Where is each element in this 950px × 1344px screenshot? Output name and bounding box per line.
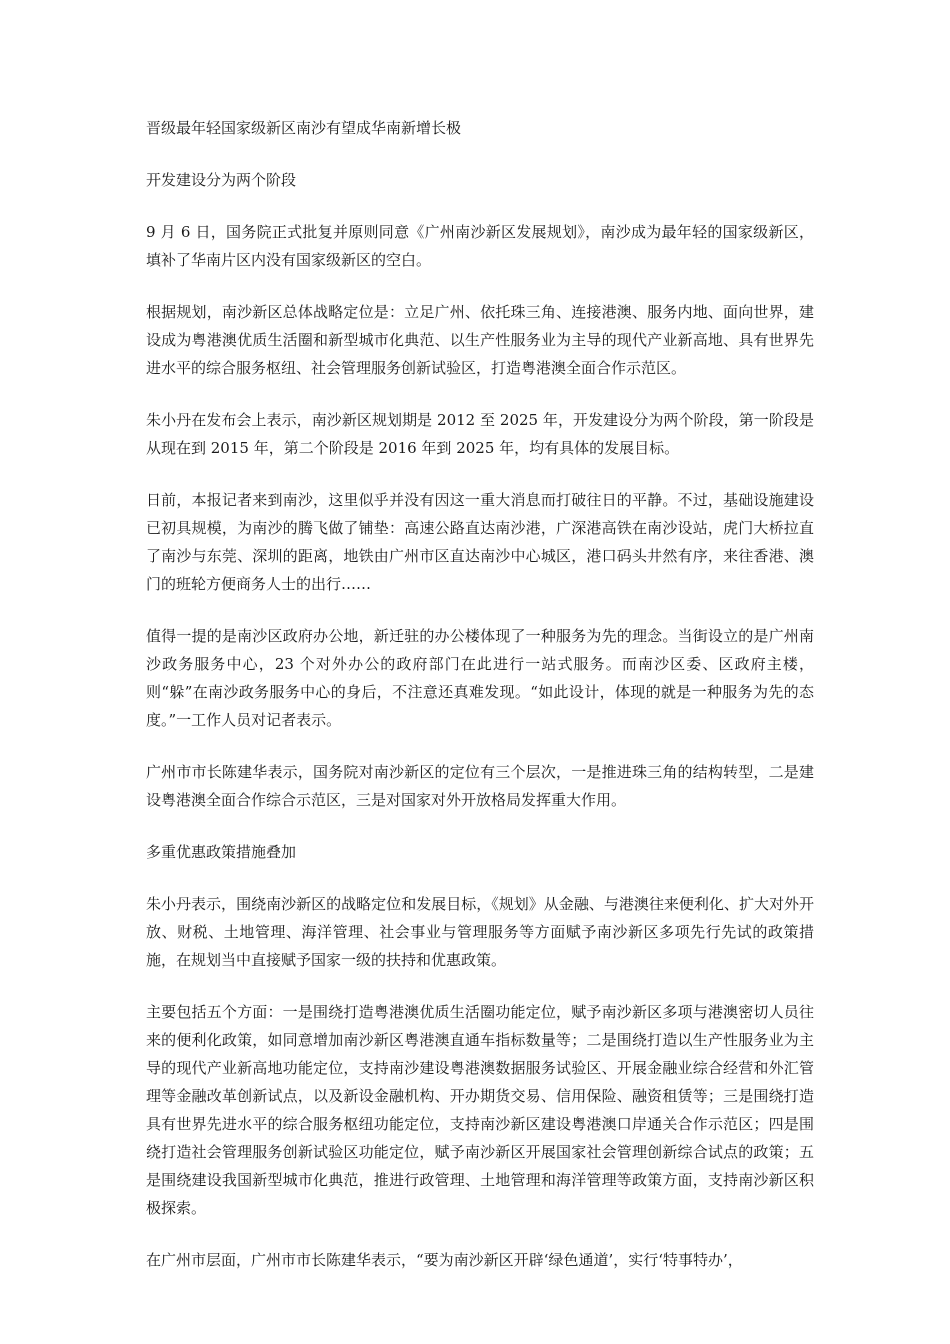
paragraph-government-office: 值得一提的是南沙区政府办公地，新迁驻的办公楼体现了一种服务为先的理念。当街设立的是广州南沙政务服务中心，23 个对外办公的政府部门在此进行一站式服务。而南沙区委、区政府主楼，则“躲”在南沙政务服务中心的身后，不注意还真难发现。“如此设计，体现的就是一种服务为先的态度。”一工作人员对记者表示。 bbox=[146, 627, 814, 729]
section-heading-preferential-policies: 多重优惠政策措施叠加 bbox=[146, 843, 297, 861]
paragraph-mayor-positioning: 广州市市长陈建华表示，国务院对南沙新区的定位有三个层次，一是推进珠三角的结构转型，二是建设粤港澳全面合作综合示范区，三是对国家对外开放格局发挥重大作用。 bbox=[146, 763, 814, 809]
paragraph-planning-period: 朱小丹在发布会上表示，南沙新区规划期是 2012 至 2025 年，开发建设分为两个阶段，第一阶段是从现在到 2015 年，第二个阶段是 2016 年到 2025 年，均有具体的发展目标。 bbox=[146, 411, 814, 457]
document-title: 晋级最年轻国家级新区南沙有望成华南新增长极 bbox=[146, 119, 462, 137]
paragraph-policy-measures: 朱小丹表示，围绕南沙新区的战略定位和发展目标，《规划》从金融、与港澳往来便利化、扩大对外开放、财税、土地管理、海洋管理、社会事业与管理服务等方面赋予南沙新区多项先行先试的政策措施，在规划当中直接赋予国家一级的扶持和优惠政策。 bbox=[146, 895, 814, 969]
paragraph-approval: 9 月 6 日，国务院正式批复并原则同意《广州南沙新区发展规划》，南沙成为最年轻的国家级新区，填补了华南片区内没有国家级新区的空白。 bbox=[146, 223, 814, 269]
document-page bbox=[146, 114, 814, 1298]
paragraph-five-aspects: 主要包括五个方面：一是围绕打造粤港澳优质生活圈功能定位，赋予南沙新区多项与港澳密切人员往来的便利化政策，如同意增加南沙新区粤港澳直通车指标数量等；二是围绕打造以生产性服务业为主导的现代产业新高地功能定位，支持南沙建设粤港澳数据服务试验区、开展金融业综合经营和外汇管理等金融改革创新试点，以及新设金融机构、开办期货交易、信用保险、融资租赁等；三是围绕打造具有世界先进水平的综合服务枢纽功能定位，支持南沙新区建设粤港澳口岸通关合作示范区；四是围绕打造社会管理服务创新试验区功能定位，赋予南沙新区开展国家社会管理创新综合试点的政策；五是围绕建设我国新型城市化典范，推进行政管理、土地管理和海洋管理等政策方面，支持南沙新区积极探索。 bbox=[146, 1003, 814, 1217]
section-heading-development-stages: 开发建设分为两个阶段 bbox=[146, 171, 297, 189]
paragraph-city-level: 在广州市层面，广州市市长陈建华表示，“要为南沙新区开辟‘绿色通道’，实行‘特事特办’， bbox=[146, 1251, 743, 1269]
paragraph-reporter-visit: 日前，本报记者来到南沙，这里似乎并没有因这一重大消息而打破往日的平静。不过，基础设施建设已初具规模，为南沙的腾飞做了铺垫：高速公路直达南沙港，广深港高铁在南沙设站，虎门大桥拉直了南沙与东莞、深圳的距离，地铁由广州市区直达南沙中心城区，港口码头井然有序，来往香港、澳门的班轮方便商务人士的出行…… bbox=[146, 491, 814, 593]
paragraph-strategic-positioning: 根据规划，南沙新区总体战略定位是：立足广州、依托珠三角、连接港澳、服务内地、面向世界，建设成为粤港澳优质生活圈和新型城市化典范、以生产性服务业为主导的现代产业新高地、具有世界先进水平的综合服务枢纽、社会管理服务创新试验区，打造粤港澳全面合作示范区。 bbox=[146, 303, 814, 377]
